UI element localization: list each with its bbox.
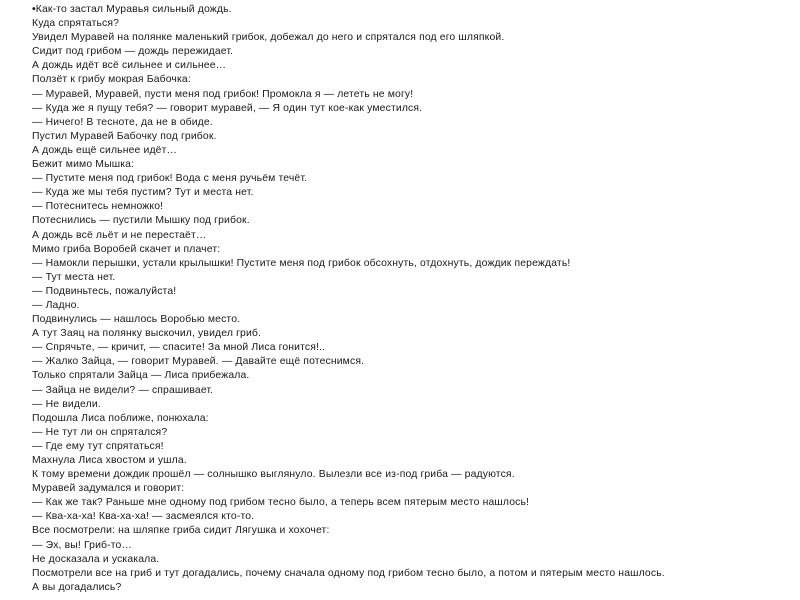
story-line: Увидел Муравей на полянке маленький грибок, добежал до него и спрятался под его шляпкой. (32, 32, 505, 44)
story-line: — Эх, вы! Гриб-то… (32, 539, 133, 551)
story-line: — Не видели. (32, 398, 101, 410)
story-line: А дождь ещё сильнее идёт… (32, 144, 178, 156)
story-line: Подошла Лиса поближе, понюхала: (32, 412, 209, 424)
story-line: — Ничего! В тесноте, да не в обиде. (32, 116, 213, 128)
story-line: — Ладно. (32, 299, 80, 311)
story-line: А вы догадались? (32, 581, 122, 593)
bullet-icon: • (32, 4, 36, 15)
story-line: — Не тут ли он спрятался? (32, 426, 168, 438)
story-line: — Куда же я пущу тебя? — говорит муравей, — Я один тут кое-как уместился. (32, 102, 423, 114)
story-line: — Где ему тут спрятаться! (32, 440, 164, 452)
story-line: — Ква-ха-ха! Ква-ха-ха! — засмеялся кто-то. (32, 511, 255, 523)
story-line: Пустил Муравей Бабочку под грибок. (32, 130, 217, 142)
story-line: Сидит под грибом — дождь пережидает. (32, 46, 234, 58)
story-line: Посмотрели все на гриб и тут догадались, почему сначала одному под грибом тесно было, а потом и пятерым место нашлось. (32, 567, 665, 579)
story-line: — Муравей, Муравей, пусти меня под грибок! Промокла я — лететь не могу! (32, 88, 414, 100)
story-line: — Жалко Зайца, — говорит Муравей. — Давайте ещё потеснимся. (32, 356, 365, 368)
story-line: — Куда же мы тебя пустим? Тут и места нет. (32, 187, 254, 199)
story-line: Махнула Лиса хвостом и ушла. (32, 455, 187, 466)
story-line: К тому времени дождик прошёл — солнышко выглянуло. Вылезли все из-под гриба — радуются. (32, 469, 515, 481)
story-line: — Подвиньтесь, пожалуйста! (32, 285, 177, 297)
story-line: А дождь всё льёт и не перестаёт… (32, 229, 207, 241)
story-text (32, 3, 792, 595)
story-line: — Тут места нет. (32, 271, 116, 283)
story-line: — Потеснитесь немножко! (32, 201, 164, 213)
story-line: Куда спрятаться? (32, 18, 120, 30)
story-line: Муравей задумался и говорит: (32, 483, 185, 495)
story-line: Бежит мимо Мышка: (32, 159, 135, 171)
story-line: — Пустите меня под грибок! Вода с меня ручьём течёт. (32, 173, 308, 185)
story-line: А дождь идёт всё сильнее и сильнее… (32, 60, 227, 72)
story-line-1: •Как-то застал Муравья сильный дождь. (32, 4, 232, 15)
story-line: — Спрячьте, — кричит, — спасите! За мной Лиса гонится!.. (32, 342, 326, 354)
story-line: Все посмотрели: на шляпке гриба сидит Лягушка и хохочет: (32, 525, 330, 537)
story-line: Не досказала и ускакала. (32, 553, 160, 565)
story-line: А тут Заяц на полянку выскочил, увидел гриб. (32, 328, 262, 340)
story-line: Ползёт к грибу мокрая Бабочка: (32, 74, 191, 86)
story-line: Мимо гриба Воробей скачет и плачет: (32, 243, 221, 255)
story-line: Потеснились — пустили Мышку под грибок. (32, 215, 250, 227)
story-line: — Зайца не видели? — спрашивает. (32, 384, 214, 396)
story-line: Только спрятали Зайца — Лиса прибежала. (32, 370, 250, 382)
story-line: Подвинулись — нашлось Воробью место. (32, 314, 241, 326)
story-line: — Как же так? Раньше мне одному под грибом тесно было, а теперь всем пятерым место нашлось! (32, 497, 530, 509)
story-line: — Намокли перышки, устали крылышки! Пустите меня под грибок обсохнуть, отдохнуть, дождик переждать! (32, 257, 571, 269)
